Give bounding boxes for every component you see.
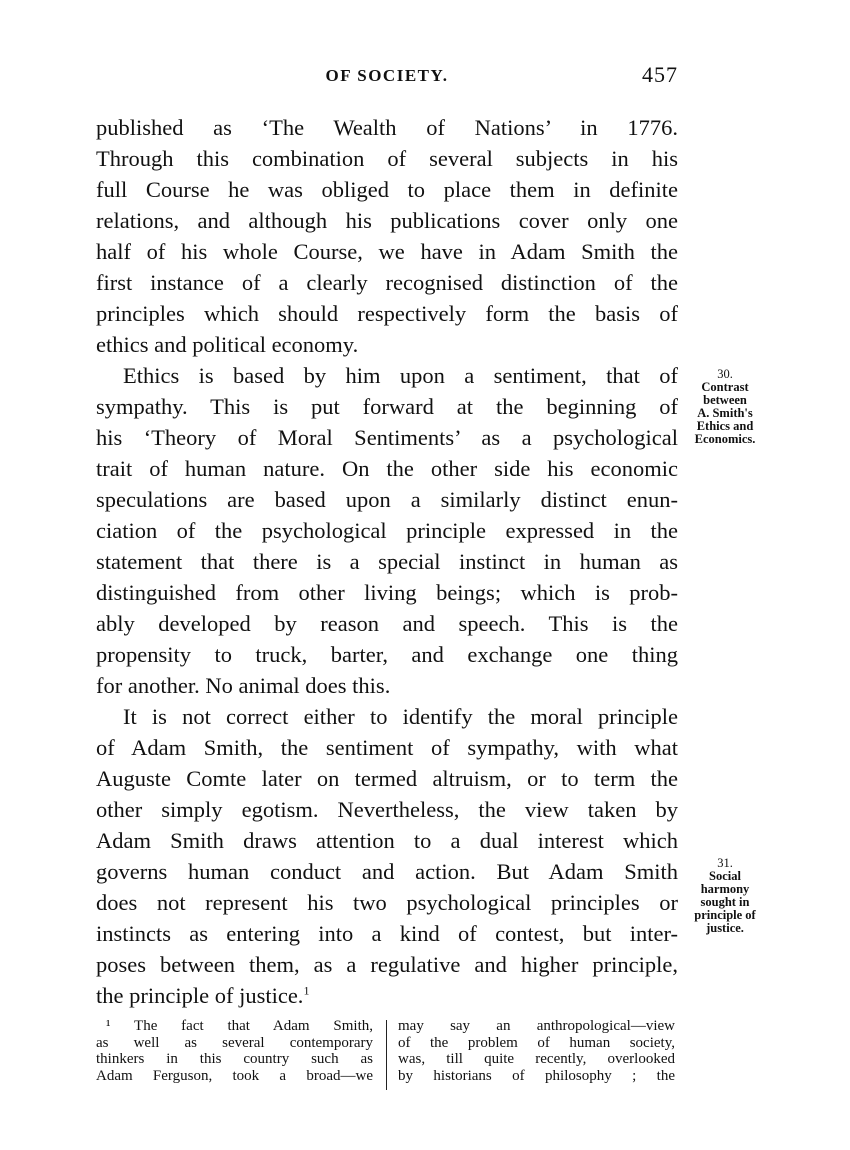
sidenote-line: harmony	[700, 882, 750, 896]
text-line: full Course he was obliged to place them in definite	[96, 177, 678, 202]
sidenote-line: Social	[709, 869, 741, 883]
text-line: instincts as entering into a kind of contest, but inter-	[96, 921, 678, 946]
footnote-line: as well as several contemporary	[96, 1034, 373, 1051]
text-line: published as ‘The Wealth of Nations’ in 1776.	[96, 115, 678, 140]
text-line: trait of human nature. On the other side his economic	[96, 456, 678, 481]
sidenote-line: between	[703, 393, 747, 407]
text-line: governs human conduct and action. But Adam Smith	[96, 859, 678, 884]
text-line: ably developed by reason and speech. This is the	[96, 611, 678, 636]
body-text	[96, 112, 678, 1011]
footnote-column-right	[398, 1018, 675, 1084]
text-line: principles which should respectively form the basis of	[96, 301, 678, 326]
running-head	[96, 62, 678, 90]
sidenote-line: justice.	[706, 921, 744, 935]
text-line: of Adam Smith, the sentiment of sympathy, with what	[96, 735, 678, 760]
footnote-line: by historians of philosophy ; the	[398, 1067, 675, 1084]
text-line: for another. No animal does this.	[96, 673, 391, 698]
text-line: distinguished from other living beings; which is prob-	[96, 580, 678, 605]
text-line-content: the principle of justice.	[96, 983, 304, 1008]
footnote-column-left	[96, 1018, 373, 1084]
sidenote-line: Economics.	[694, 432, 756, 446]
text-line: statement that there is a special instinct in human as	[96, 549, 678, 574]
text-line: ethics and political economy.	[96, 332, 359, 357]
text-line: Through this combination of several subjects in his	[96, 146, 678, 171]
text-line: Ethics is based by him upon a sentiment, that of	[123, 363, 678, 388]
page-number: 457	[642, 62, 678, 87]
sidenote-30	[680, 368, 770, 446]
sidenote-number: 30.	[717, 367, 733, 381]
text-line: relations, and although his publications cover only one	[96, 208, 678, 233]
footnote-line: ¹ The fact that Adam Smith,	[106, 1018, 373, 1034]
footnote-line: may say an anthropological—view	[398, 1018, 675, 1034]
text-line	[96, 980, 678, 1011]
text-line: speculations are based upon a similarly distinct enun-	[96, 487, 678, 512]
sidenote-line: Contrast	[701, 380, 749, 394]
running-title: OF SOCIETY.	[325, 66, 449, 85]
text-line: ciation of the psychological principle expressed in the	[96, 518, 678, 543]
text-line: Adam Smith draws attention to a dual interest which	[96, 828, 678, 853]
footnote-column-divider	[386, 1020, 387, 1090]
text-line: does not represent his two psychological principles or	[96, 890, 678, 915]
footnote-reference: 1	[303, 983, 310, 998]
text-line: other simply egotism. Nevertheless, the view taken by	[96, 797, 678, 822]
footnote-line: Adam Ferguson, took a broad—we	[96, 1067, 373, 1084]
text-line: first instance of a clearly recognised distinction of the	[96, 270, 678, 295]
sidenote-line: Ethics and	[696, 419, 754, 433]
sidenote-line: A. Smith's	[697, 406, 753, 420]
sidenote-31	[680, 857, 770, 935]
text-line: poses between them, as a regulative and higher principle,	[96, 952, 678, 977]
text-line: half of his whole Course, we have in Adam Smith the	[96, 239, 678, 264]
sidenote-line: principle of	[694, 908, 756, 922]
footnotes	[96, 1018, 678, 1093]
sidenote-number: 31.	[717, 856, 733, 870]
footnote-line: was, till quite recently, overlooked	[398, 1051, 675, 1067]
footnote-line: of the problem of human society,	[398, 1034, 675, 1051]
text-line: It is not correct either to identify the moral principle	[123, 704, 678, 729]
text-line: his ‘Theory of Moral Sentiments’ as a psychological	[96, 425, 678, 450]
sidenote-line: sought in	[700, 895, 750, 909]
text-line: Auguste Comte later on termed altruism, or to term the	[96, 766, 678, 791]
text-line: propensity to truck, barter, and exchange one thing	[96, 642, 678, 667]
footnote-line: thinkers in this country such as	[96, 1051, 373, 1067]
text-line: sympathy. This is put forward at the beginning of	[96, 394, 678, 419]
